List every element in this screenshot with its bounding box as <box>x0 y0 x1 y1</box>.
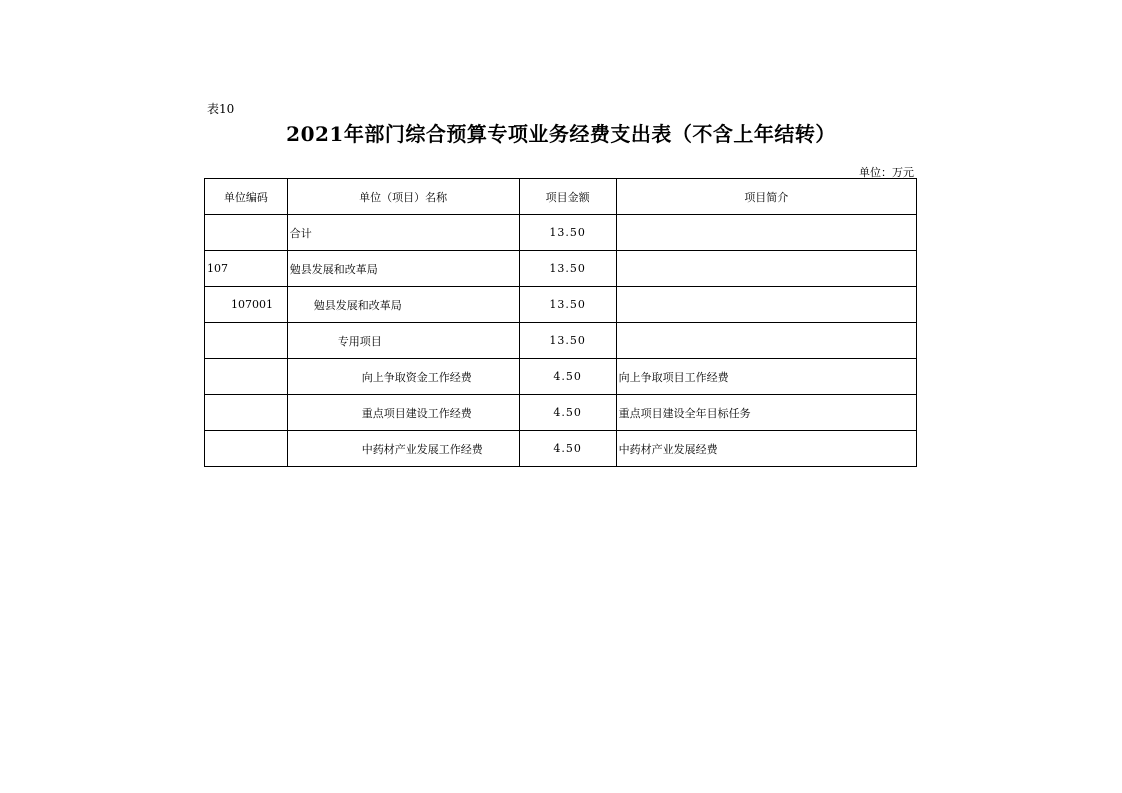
table-row <box>205 431 917 467</box>
table-row <box>205 395 917 431</box>
page-title: 2021年部门综合预算专项业务经费支出表（不含上年结转） <box>286 122 836 146</box>
cell-amount: 13.50 <box>519 251 616 287</box>
unit-note: 单位：万元 <box>859 166 914 179</box>
table-row <box>205 359 917 395</box>
cell-name: 向上争取资金工作经费 <box>287 359 519 395</box>
header-description: 项目简介 <box>616 179 916 215</box>
cell-code <box>205 359 288 395</box>
cell-description: 向上争取项目工作经费 <box>616 359 916 395</box>
cell-description <box>616 323 916 359</box>
cell-name: 合计 <box>287 215 519 251</box>
table-header-row <box>205 179 917 215</box>
cell-description: 中药材产业发展经费 <box>616 431 916 467</box>
table-row <box>205 323 917 359</box>
cell-amount: 13.50 <box>519 323 616 359</box>
header-amount: 项目金额 <box>519 179 616 215</box>
header-code: 单位编码 <box>205 179 288 215</box>
cell-code: 107001 <box>205 287 288 323</box>
cell-code <box>205 323 288 359</box>
cell-code <box>205 215 288 251</box>
table-row-total <box>205 215 917 251</box>
cell-description <box>616 251 916 287</box>
table-row <box>205 251 917 287</box>
cell-code <box>205 395 288 431</box>
cell-amount: 4.50 <box>519 431 616 467</box>
cell-name: 勉县发展和改革局 <box>287 287 519 323</box>
cell-amount: 4.50 <box>519 395 616 431</box>
cell-amount: 13.50 <box>519 287 616 323</box>
cell-name: 重点项目建设工作经费 <box>287 395 519 431</box>
header-name: 单位（项目）名称 <box>287 179 519 215</box>
cell-code: 107 <box>205 251 288 287</box>
cell-amount: 13.50 <box>519 215 616 251</box>
cell-code <box>205 431 288 467</box>
table-row <box>205 287 917 323</box>
cell-name: 中药材产业发展工作经费 <box>287 431 519 467</box>
table-number-label: 表10 <box>207 102 235 116</box>
cell-name: 勉县发展和改革局 <box>287 251 519 287</box>
cell-description <box>616 215 916 251</box>
cell-amount: 4.50 <box>519 359 616 395</box>
cell-name: 专用项目 <box>287 323 519 359</box>
budget-table <box>204 178 917 467</box>
cell-description <box>616 287 916 323</box>
cell-description: 重点项目建设全年目标任务 <box>616 395 916 431</box>
